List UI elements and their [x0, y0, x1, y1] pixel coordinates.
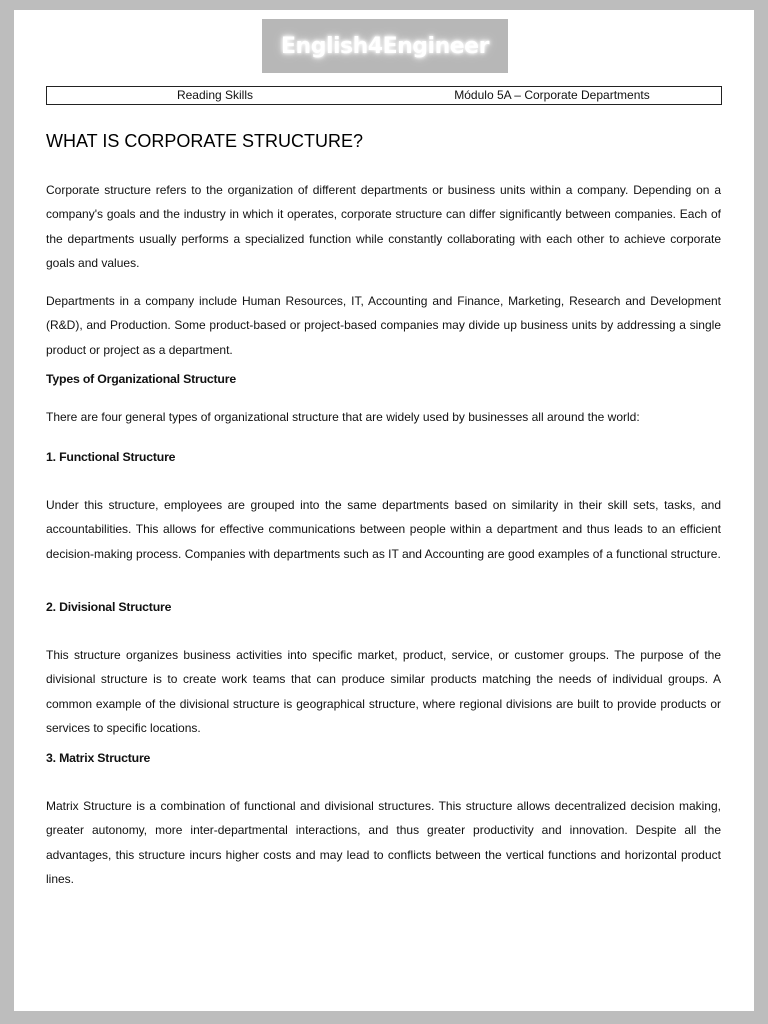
- english4engineer-logo: [262, 19, 508, 73]
- logo-text: English4Engineer: [281, 33, 489, 59]
- subheading-matrix: 3. Matrix Structure: [46, 751, 151, 765]
- header-module-label: Módulo 5A – Corporate Departments: [454, 88, 650, 102]
- subheading-divisional: 2. Divisional Structure: [46, 600, 172, 614]
- document-page: [14, 10, 754, 1011]
- page-title: WHAT IS CORPORATE STRUCTURE?: [46, 131, 364, 151]
- paragraph-divisional: This structure organizes business activities into specific market, product, service, or customer groups. The purpose of the divisional structure is to create work teams that can produce similar products matching the needs of individual groups. A common example of the divisional structure is geographical structure, where regional divisions are built to provide products or services to specific locations.: [46, 648, 721, 735]
- paragraph-intro-2: Departments in a company include Human Resources, IT, Accounting and Finance, Marketing, Research and Development (R&D), and Production. Some product-based or project-based companies may divide up business units by addressing a single product or project as a department.: [46, 294, 721, 357]
- subheading-functional: 1. Functional Structure: [46, 450, 176, 464]
- header-course-label: Reading Skills: [176, 88, 254, 102]
- paragraph-matrix: Matrix Structure is a combination of functional and divisional structures. This structure allows decentralized decision making, greater autonomy, more inter-departmental interactions, and thus greater productivity and innovation. Despite all the advantages, this structure incurs higher costs and may lead to conflicts between the vertical functions and horizontal product lines.: [46, 799, 721, 886]
- module-header-bar: [46, 86, 722, 105]
- paragraph-functional: Under this structure, employees are grouped into the same departments based on similarity in their skill sets, tasks, and accountabilities. This allows for effective communications between people within a department and thus leads to an efficient decision-making process. Companies with departments such as IT and Accounting are good examples of a functional structure.: [46, 498, 721, 561]
- paragraph-types-intro: There are four general types of organizational structure that are widely used by businesses all around the world:: [46, 410, 640, 424]
- subheading-types: Types of Organizational Structure: [46, 372, 236, 386]
- paragraph-intro-1: Corporate structure refers to the organization of different departments or business units within a company. Depending on a company's goals and the industry in which it operates, corporate structure can differ significantly between companies. Each of the departments usually performs a specialized function while constantly collaborating with each other to achieve corporate goals and values.: [46, 183, 721, 270]
